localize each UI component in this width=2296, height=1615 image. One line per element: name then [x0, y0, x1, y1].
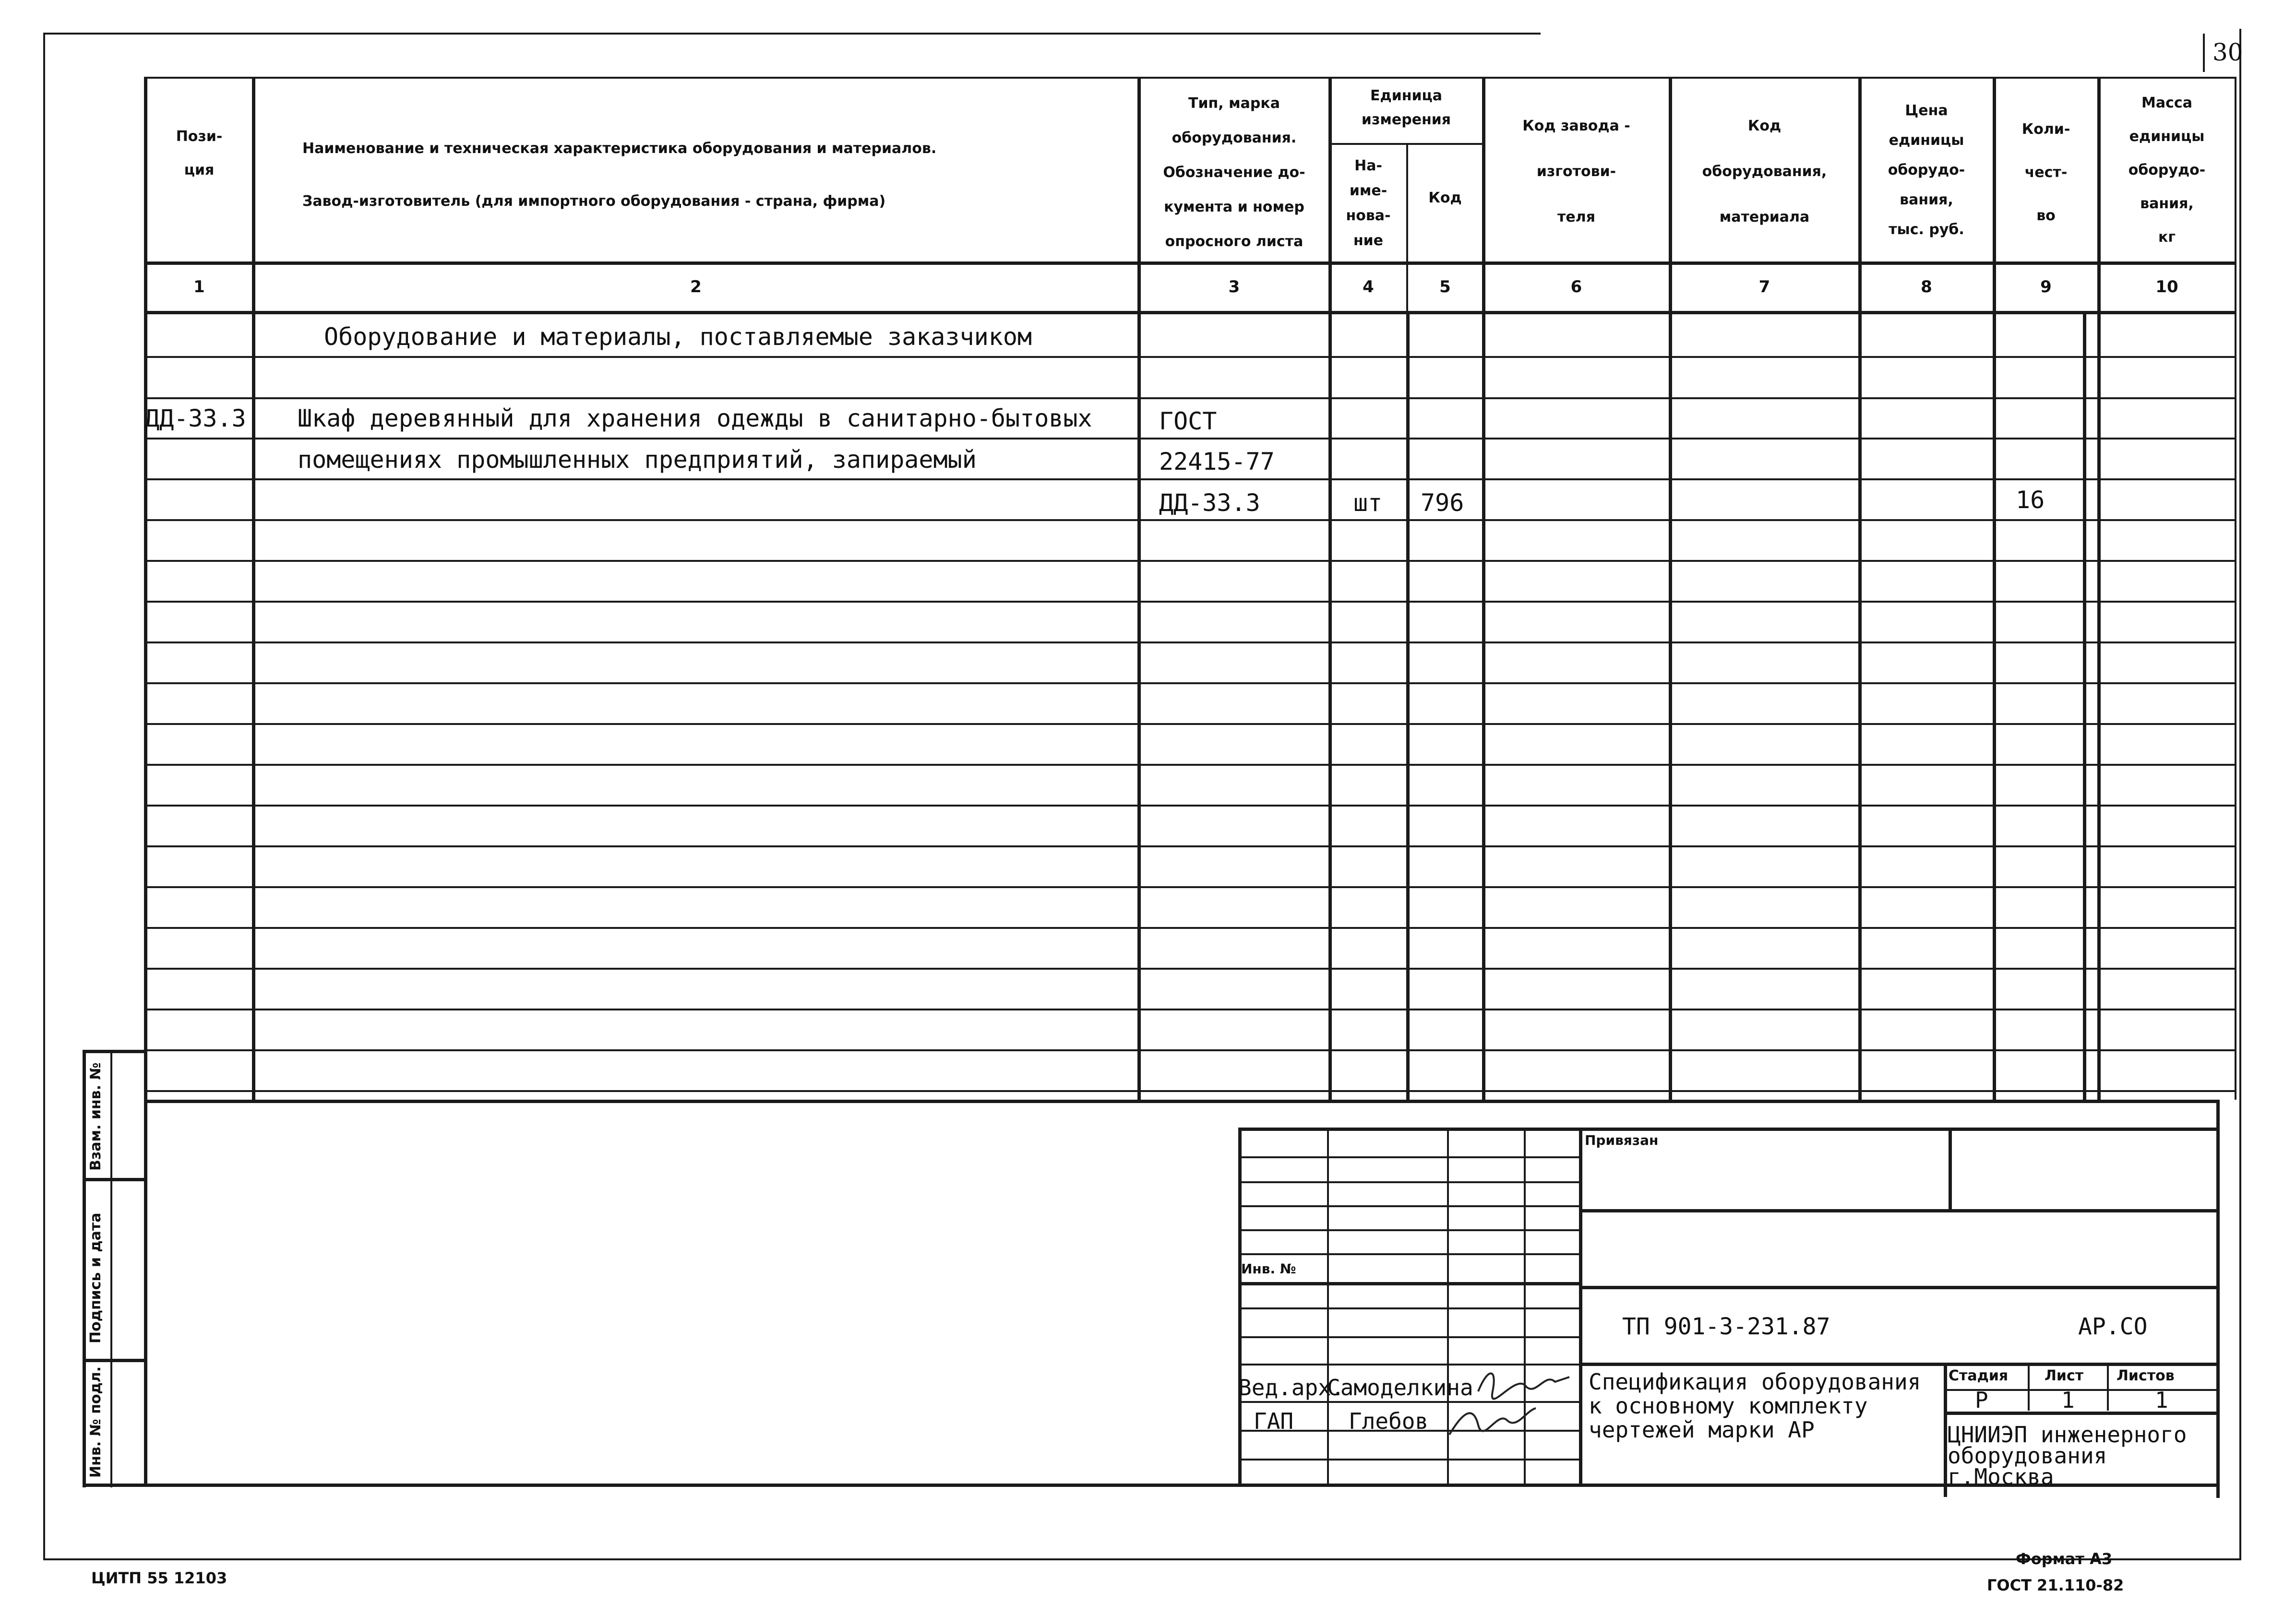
header-name: Наименование и техническая характеристика оборудования и материалов. Завод-изготовитель (для импортного оборудования - страна, фирма): [302, 140, 937, 210]
stamp-vzam: Взам. инв. №: [87, 1062, 104, 1171]
header-type: Тип, марка оборудования. Обозначение до- кумента и номер опросного листа: [1163, 95, 1305, 250]
header-unit: Единица измерения: [1361, 87, 1451, 128]
col-number-6: 6: [1570, 277, 1582, 297]
tb-privyazan: Привязан: [1585, 1132, 1659, 1148]
col-number-1: 1: [193, 277, 205, 297]
col-number-8: 8: [1921, 277, 1932, 297]
stamp-inv: Инв. № подл.: [87, 1366, 104, 1478]
tb-role2: ГАП: [1254, 1408, 1294, 1434]
tb-inv-no: Инв. №: [1241, 1261, 1296, 1277]
item-quantity: 16: [2016, 486, 2045, 514]
tb-sheet-label: Лист: [2045, 1367, 2084, 1384]
col-number-3: 3: [1228, 277, 1240, 297]
header-factory-code: Код завода - изготови- теля: [1522, 118, 1630, 226]
col-number-2: 2: [690, 277, 702, 297]
stamp-podpis: Подпись и дата: [87, 1212, 104, 1343]
tb-sheets: 1: [2155, 1387, 2168, 1413]
col-number-4: 4: [1363, 277, 1374, 297]
header-quantity: Коли- чест- во: [2021, 121, 2070, 224]
tb-stage: Р: [1975, 1387, 1988, 1413]
header-position: Пози- ция: [176, 128, 223, 178]
item-unit-code: 796: [1421, 489, 1464, 517]
item-doc-line2: 22415-77: [1159, 448, 1275, 475]
item-doc-line1: ГОСТ: [1159, 407, 1217, 435]
item-name-line1: Шкаф деревянный для хранения одежды в санитарно-бытовых: [298, 404, 1092, 432]
tb-stage-label: Стадия: [1949, 1367, 2009, 1384]
tb-title: Спецификация оборудования к основному комплекту чертежей марки АР: [1589, 1369, 1921, 1443]
footer-format: Формат А3: [2016, 1550, 2113, 1568]
signature-1-icon: [1473, 1363, 1579, 1401]
col-number-9: 9: [2040, 277, 2052, 297]
section-title: Оборудование и материалы, поставляемые заказчиком: [324, 323, 1032, 351]
header-equipment-code: Код оборудования, материала: [1702, 118, 1827, 226]
header-unit-code: Код: [1428, 190, 1462, 206]
tb-role1: Вед.арх.: [1238, 1375, 1345, 1401]
tb-mark: АР.СО: [2078, 1313, 2148, 1340]
col-number-10: 10: [2155, 277, 2178, 297]
tb-name1: Самоделкина: [1327, 1375, 1473, 1401]
item-unit-name: шт: [1353, 489, 1383, 517]
position-code: ДД-33.3: [145, 404, 246, 432]
item-doc-line3: ДД-33.3: [1159, 489, 1260, 517]
header-mass: Масса единицы оборудо- вания, кг: [2128, 95, 2206, 246]
tb-name2: Глебов: [1349, 1408, 1429, 1434]
header-unit-name: На- име- нова- ние: [1346, 157, 1391, 249]
tb-organization: ЦНИИЭП инженерного оборудования г.Москва: [1948, 1422, 2187, 1490]
tb-sheets-label: Листов: [2117, 1367, 2175, 1384]
sheet-number: 30: [2212, 38, 2243, 66]
tb-sheet: 1: [2061, 1387, 2075, 1413]
header-price: Цена единицы оборудо- вания, тыс. руб.: [1888, 102, 1965, 238]
footer-gost: ГОСТ 21.110-82: [1987, 1576, 2124, 1594]
footer-left: ЦИТП 55 12103: [91, 1569, 227, 1587]
signature-2-icon: [1445, 1401, 1541, 1439]
item-name-line2: помещениях промышленных предприятий, запираемый: [298, 446, 977, 474]
col-number-5: 5: [1439, 277, 1451, 297]
col-number-7: 7: [1758, 277, 1770, 297]
tb-doc-code: ТП 901-3-231.87: [1622, 1313, 1830, 1340]
